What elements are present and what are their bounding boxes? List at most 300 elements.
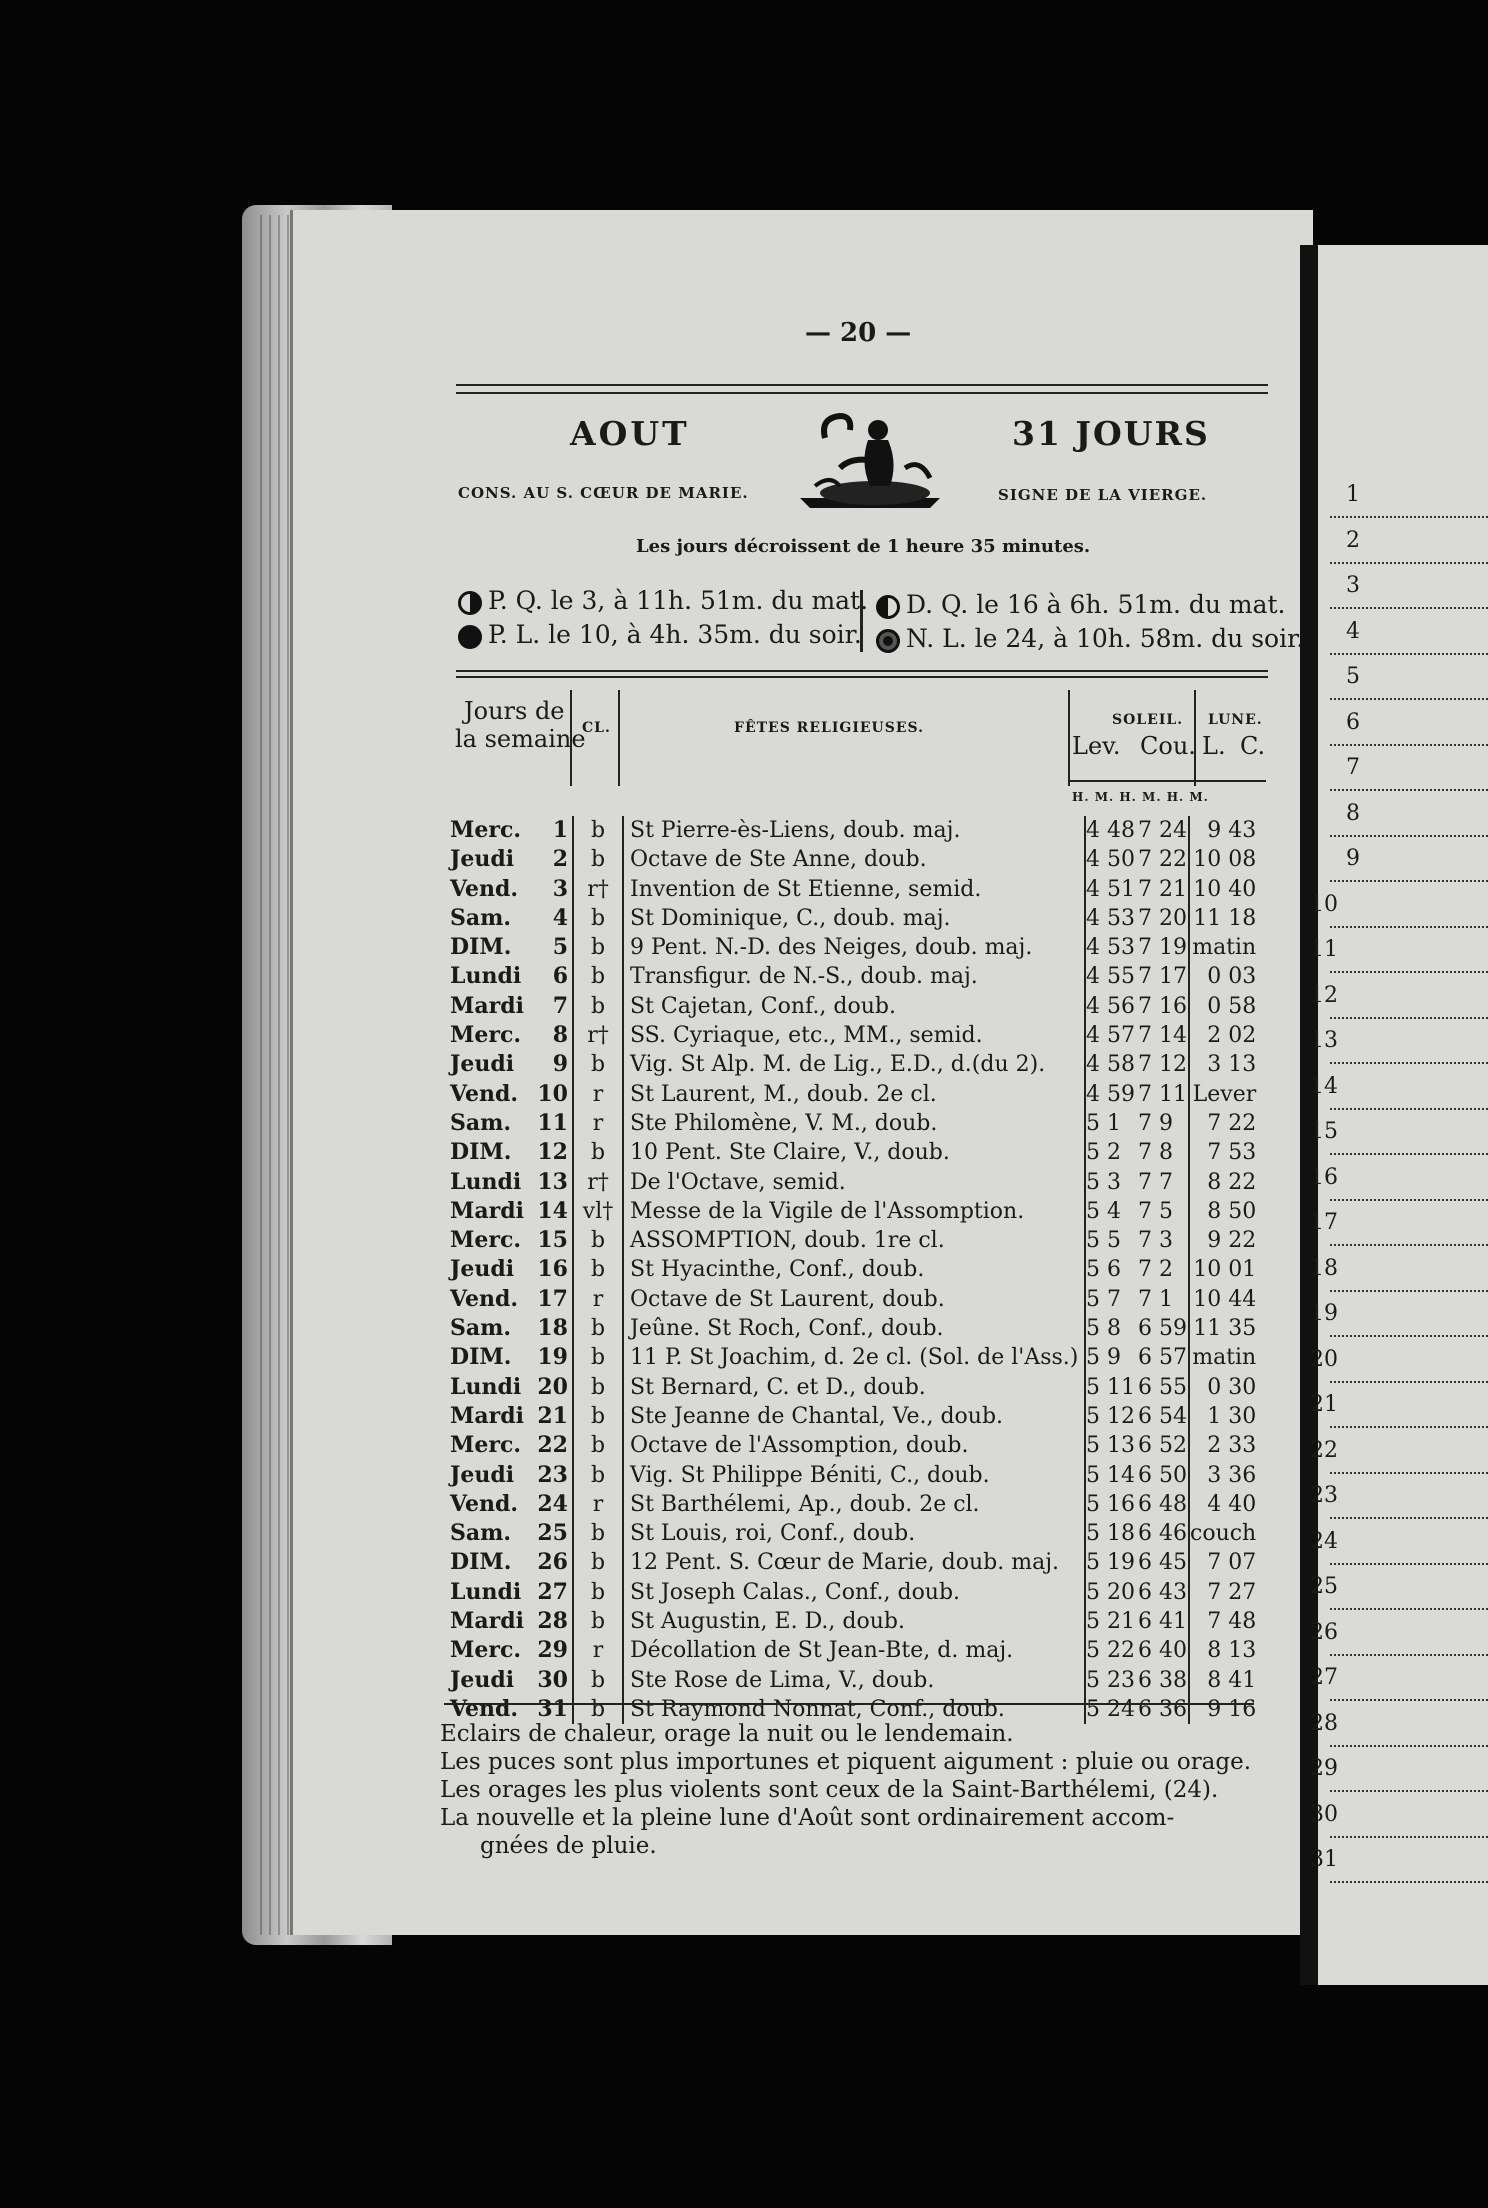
moon-time: 10 08 bbox=[1193, 847, 1257, 873]
sunset: 7 11 bbox=[1138, 1080, 1189, 1109]
feast-name: St Laurent, M., doub. 2e cl. bbox=[623, 1080, 1085, 1109]
moon-time: 7 53 bbox=[1207, 1140, 1257, 1166]
day-number: 10 bbox=[536, 1080, 573, 1109]
facing-page-number: 28 bbox=[1310, 1710, 1338, 1736]
day-number: 12 bbox=[536, 1138, 573, 1167]
sunrise: 5 3 bbox=[1086, 1169, 1121, 1195]
liturgical-color: b bbox=[573, 904, 623, 933]
calendar-row bbox=[450, 1050, 1262, 1079]
sunset: 7 24 bbox=[1138, 816, 1189, 845]
facing-page-number: 11 bbox=[1310, 937, 1338, 962]
liturgical-color: r† bbox=[573, 1168, 623, 1197]
facing-page-number: 21 bbox=[1310, 1392, 1338, 1417]
liturgical-color: b bbox=[573, 1695, 623, 1724]
sunrise: 5 8 bbox=[1086, 1316, 1121, 1342]
feast-name: Octave de Ste Anne, doub. bbox=[623, 845, 1085, 874]
facing-page-dotted-line bbox=[1330, 1654, 1488, 1656]
moon-time: 4 40 bbox=[1207, 1491, 1257, 1517]
top-rule-2 bbox=[456, 392, 1268, 394]
feast-name: Vig. St Philippe Béniti, C., doub. bbox=[623, 1461, 1085, 1490]
sunset: 7 21 bbox=[1138, 875, 1189, 904]
moon-time: 3 13 bbox=[1207, 1052, 1257, 1078]
feast-name: 12 Pent. S. Cœur de Marie, doub. maj. bbox=[623, 1548, 1085, 1577]
day-number: 13 bbox=[536, 1168, 573, 1197]
facing-page-dotted-line bbox=[1330, 1062, 1488, 1064]
sunrise: 4 59 bbox=[1086, 1081, 1135, 1107]
sunset: 7 12 bbox=[1138, 1050, 1189, 1079]
facing-page-dotted-line bbox=[1330, 1381, 1488, 1383]
feast-name: St Louis, roi, Conf., doub. bbox=[623, 1519, 1085, 1548]
day-number: 7 bbox=[536, 992, 573, 1021]
day-number: 8 bbox=[536, 1021, 573, 1050]
header-top-rule-2 bbox=[456, 676, 1268, 678]
calendar-row bbox=[450, 1373, 1262, 1402]
liturgical-color: b bbox=[573, 992, 623, 1021]
calendar-row bbox=[450, 1402, 1262, 1431]
sunrise: 5 22 bbox=[1086, 1638, 1135, 1664]
day-number: 6 bbox=[536, 962, 573, 991]
sunset: 7 16 bbox=[1138, 992, 1189, 1021]
day-name: DIM. bbox=[450, 1549, 512, 1576]
day-number: 21 bbox=[536, 1402, 573, 1431]
moon-time: 0 03 bbox=[1207, 964, 1257, 990]
phase-new-moon bbox=[876, 624, 1304, 653]
day-name: Vend. bbox=[450, 1695, 519, 1722]
facing-page-number: 18 bbox=[1310, 1255, 1338, 1281]
facing-page-number: 5 bbox=[1346, 664, 1360, 689]
liturgical-color: b bbox=[573, 1373, 623, 1402]
day-name: Mardi bbox=[450, 1608, 524, 1635]
header-divider-3 bbox=[1068, 690, 1070, 786]
day-number: 29 bbox=[536, 1636, 573, 1665]
sunset: 6 50 bbox=[1138, 1461, 1189, 1490]
moon-time: matin bbox=[1192, 935, 1257, 961]
day-number: 30 bbox=[536, 1666, 573, 1695]
facing-page-number: 12 bbox=[1310, 982, 1338, 1008]
liturgical-color: b bbox=[573, 1343, 623, 1372]
day-name: Sam. bbox=[450, 1315, 512, 1342]
top-rule bbox=[456, 384, 1268, 386]
days-decrease-note: Les jours décroissent de 1 heure 35 minutes. bbox=[636, 536, 1091, 557]
facing-page-number: 4 bbox=[1346, 618, 1360, 644]
calendar-row bbox=[450, 1461, 1262, 1490]
header-lev: Lev. bbox=[1072, 732, 1121, 760]
liturgical-color: r bbox=[573, 1636, 623, 1665]
moon-time: matin bbox=[1192, 1345, 1257, 1371]
day-name: Jeudi bbox=[450, 1666, 515, 1693]
facing-page-dotted-line bbox=[1330, 1244, 1488, 1246]
sunset: 6 38 bbox=[1138, 1666, 1189, 1695]
sunrise: 5 11 bbox=[1086, 1374, 1135, 1400]
header-top-rule bbox=[456, 670, 1268, 672]
liturgical-color: r† bbox=[573, 1021, 623, 1050]
sunset: 7 22 bbox=[1138, 845, 1189, 874]
header-cl: CL. bbox=[582, 720, 611, 736]
moon-time: Lever bbox=[1192, 1081, 1257, 1107]
facing-page-dotted-line bbox=[1330, 653, 1488, 655]
day-number: 25 bbox=[536, 1519, 573, 1548]
facing-page-dotted-line bbox=[1330, 562, 1488, 564]
calendar-row bbox=[450, 1168, 1262, 1197]
hm-cou: H. M. bbox=[1119, 790, 1162, 804]
calendar-row bbox=[450, 1255, 1262, 1284]
calendar-row bbox=[450, 1285, 1262, 1314]
sunset: 6 36 bbox=[1138, 1695, 1189, 1724]
liturgical-color: r bbox=[573, 1490, 623, 1519]
calendar-row bbox=[450, 1431, 1262, 1460]
header-soleil: SOLEIL. bbox=[1112, 712, 1184, 728]
facing-page-number: 31 bbox=[1310, 1847, 1338, 1872]
header-divider-4 bbox=[1194, 690, 1196, 786]
day-name: Lundi bbox=[450, 1578, 522, 1605]
note-line: Eclairs de chaleur, orage la nuit ou le lendemain. bbox=[440, 1721, 1014, 1747]
facing-page-dotted-line bbox=[1330, 1563, 1488, 1565]
calendar-row bbox=[450, 1314, 1262, 1343]
moon-time: 10 40 bbox=[1193, 876, 1257, 902]
moon-time: 9 22 bbox=[1207, 1228, 1257, 1254]
calendar-row bbox=[450, 992, 1262, 1021]
sunrise: 5 9 bbox=[1086, 1345, 1121, 1371]
moon-time: 10 01 bbox=[1193, 1257, 1257, 1283]
calendar-row bbox=[450, 1636, 1262, 1665]
sunrise: 5 20 bbox=[1086, 1579, 1135, 1605]
facing-page-number: 27 bbox=[1310, 1665, 1338, 1690]
feast-name: Transfigur. de N.-S., doub. maj. bbox=[623, 962, 1085, 991]
sunrise: 5 2 bbox=[1086, 1140, 1121, 1166]
sunrise: 5 14 bbox=[1086, 1462, 1135, 1488]
facing-page-number: 3 bbox=[1346, 573, 1360, 598]
day-number: 17 bbox=[536, 1285, 573, 1314]
consecration-text: CONS. AU S. CŒUR DE MARIE. bbox=[458, 484, 749, 502]
sunset: 6 55 bbox=[1138, 1373, 1189, 1402]
day-name: Lundi bbox=[450, 963, 522, 990]
sunrise: 4 48 bbox=[1086, 818, 1135, 843]
calendar-row bbox=[450, 1607, 1262, 1636]
facing-page-number: 16 bbox=[1310, 1164, 1338, 1190]
note-line: gnées de pluie. bbox=[480, 1833, 657, 1859]
sunrise: 4 57 bbox=[1086, 1023, 1135, 1049]
day-name: Jeudi bbox=[450, 1256, 515, 1283]
facing-page-dotted-line bbox=[1330, 880, 1488, 882]
first-quarter-moon-icon bbox=[458, 591, 482, 615]
moon-time: 0 58 bbox=[1207, 993, 1257, 1019]
facing-page-dotted-line bbox=[1330, 1608, 1488, 1610]
liturgical-color: vl† bbox=[573, 1197, 623, 1226]
sunrise: 4 58 bbox=[1086, 1052, 1135, 1078]
facing-page-number: 19 bbox=[1310, 1301, 1338, 1326]
facing-page-number: 24 bbox=[1310, 1528, 1338, 1554]
feast-name: Octave de l'Assomption, doub. bbox=[623, 1431, 1085, 1460]
liturgical-color: b bbox=[573, 933, 623, 962]
virgo-zodiac-illustration bbox=[790, 408, 950, 518]
moon-time: 3 36 bbox=[1207, 1462, 1257, 1488]
phase-full-moon-text: P. L. le 10, à 4h. 35m. du soir. bbox=[488, 620, 862, 649]
moon-time: 9 43 bbox=[1207, 818, 1257, 843]
day-name: Mardi bbox=[450, 1402, 524, 1429]
day-number: 24 bbox=[536, 1490, 573, 1519]
day-name: Jeudi bbox=[450, 1051, 515, 1078]
sunrise: 4 56 bbox=[1086, 993, 1135, 1019]
feast-name: De l'Octave, semid. bbox=[623, 1168, 1085, 1197]
liturgical-color: b bbox=[573, 1461, 623, 1490]
sunset: 6 52 bbox=[1138, 1431, 1189, 1460]
facing-page-number: 9 bbox=[1346, 846, 1360, 871]
day-number: 3 bbox=[536, 875, 573, 904]
sunset: 6 48 bbox=[1138, 1490, 1189, 1519]
facing-page-dotted-line bbox=[1330, 1335, 1488, 1337]
header-jours-line1: Jours de bbox=[464, 697, 565, 725]
days-count: 31 JOURS bbox=[1012, 414, 1210, 453]
full-moon-icon bbox=[458, 625, 482, 649]
liturgical-color: b bbox=[573, 1138, 623, 1167]
moon-time: 1 30 bbox=[1207, 1403, 1257, 1429]
feast-name: Octave de St Laurent, doub. bbox=[623, 1285, 1085, 1314]
sunrise: 5 1 bbox=[1086, 1110, 1121, 1136]
header-jours-line2: la semaine bbox=[455, 725, 586, 753]
facing-page-dotted-line bbox=[1330, 1745, 1488, 1747]
day-number: 1 bbox=[536, 816, 573, 845]
header-cou: Cou. bbox=[1140, 732, 1196, 760]
facing-page-number: 26 bbox=[1310, 1619, 1338, 1645]
weather-notes bbox=[440, 1720, 1251, 1860]
moon-time: 8 41 bbox=[1207, 1667, 1257, 1693]
feast-name: 10 Pent. Ste Claire, V., doub. bbox=[623, 1138, 1085, 1167]
sunrise: 5 6 bbox=[1086, 1257, 1121, 1283]
sunrise: 5 19 bbox=[1086, 1550, 1135, 1576]
sunrise: 5 5 bbox=[1086, 1228, 1121, 1254]
header-l: L. bbox=[1202, 732, 1226, 760]
day-name: DIM. bbox=[450, 934, 512, 961]
facing-page-number: 29 bbox=[1310, 1756, 1338, 1781]
day-number: 11 bbox=[536, 1109, 573, 1138]
sunrise: 5 23 bbox=[1086, 1667, 1135, 1693]
liturgical-color: r bbox=[573, 1109, 623, 1138]
feast-name: Ste Jeanne de Chantal, Ve., doub. bbox=[623, 1402, 1085, 1431]
sunrise: 5 13 bbox=[1086, 1433, 1135, 1459]
day-number: 26 bbox=[536, 1548, 573, 1577]
feast-name: Messe de la Vigile de l'Assomption. bbox=[623, 1197, 1085, 1226]
calendar-row bbox=[450, 845, 1262, 874]
moon-time: couch bbox=[1190, 1521, 1257, 1547]
facing-page bbox=[1318, 245, 1488, 1985]
zodiac-sign-text: SIGNE DE LA VIERGE. bbox=[998, 486, 1208, 504]
liturgical-color: b bbox=[573, 1255, 623, 1284]
facing-page-number: 30 bbox=[1310, 1801, 1338, 1827]
phase-first-quarter bbox=[458, 586, 868, 615]
facing-page-dotted-line bbox=[1330, 1290, 1488, 1292]
moon-time: 7 07 bbox=[1207, 1550, 1257, 1576]
hm-lune: H. M. bbox=[1166, 790, 1209, 804]
facing-page-dotted-line bbox=[1330, 926, 1488, 928]
calendar-table bbox=[450, 816, 1262, 1724]
liturgical-color: b bbox=[573, 1402, 623, 1431]
day-number: 19 bbox=[536, 1343, 573, 1372]
facing-page-number: 17 bbox=[1310, 1210, 1338, 1235]
facing-page-dotted-line bbox=[1330, 1017, 1488, 1019]
feast-name: Ste Philomène, V. M., doub. bbox=[623, 1109, 1085, 1138]
day-name: Merc. bbox=[450, 1227, 521, 1254]
calendar-row bbox=[450, 816, 1262, 845]
facing-page-dotted-line bbox=[1330, 698, 1488, 700]
feast-name: St Cajetan, Conf., doub. bbox=[623, 992, 1085, 1021]
feast-name: St Barthélemi, Ap., doub. 2e cl. bbox=[623, 1490, 1085, 1519]
calendar-row bbox=[450, 875, 1262, 904]
sunset: 7 9 bbox=[1138, 1109, 1189, 1138]
calendar-row bbox=[450, 1578, 1262, 1607]
facing-page-dotted-line bbox=[1330, 607, 1488, 609]
day-name: Merc. bbox=[450, 1432, 521, 1459]
moon-time: 2 02 bbox=[1207, 1023, 1257, 1049]
day-number: 27 bbox=[536, 1578, 573, 1607]
day-name: Vend. bbox=[450, 1080, 519, 1107]
sunset: 7 2 bbox=[1138, 1255, 1189, 1284]
day-number: 22 bbox=[536, 1431, 573, 1460]
sunset: 6 40 bbox=[1138, 1636, 1189, 1665]
sunrise: 5 7 bbox=[1086, 1286, 1121, 1312]
liturgical-color: b bbox=[573, 1431, 623, 1460]
calendar-row bbox=[450, 1080, 1262, 1109]
facing-page-dotted-line bbox=[1330, 1199, 1488, 1201]
day-number: 2 bbox=[536, 845, 573, 874]
calendar-row bbox=[450, 962, 1262, 991]
feast-name: St Hyacinthe, Conf., doub. bbox=[623, 1255, 1085, 1284]
calendar-row bbox=[450, 933, 1262, 962]
calendar-row bbox=[450, 1109, 1262, 1138]
feast-name: 9 Pent. N.-D. des Neiges, doub. maj. bbox=[623, 933, 1085, 962]
sunset: 6 57 bbox=[1138, 1343, 1189, 1372]
facing-page-dotted-line bbox=[1330, 1881, 1488, 1883]
feast-name: Décollation de St Jean-Bte, d. maj. bbox=[623, 1636, 1085, 1665]
liturgical-color: b bbox=[573, 1050, 623, 1079]
sunrise: 5 24 bbox=[1086, 1696, 1135, 1722]
facing-page-dotted-line bbox=[1330, 835, 1488, 837]
day-number: 20 bbox=[536, 1373, 573, 1402]
day-number: 23 bbox=[536, 1461, 573, 1490]
day-number: 5 bbox=[536, 933, 573, 962]
day-number: 16 bbox=[536, 1255, 573, 1284]
day-number: 4 bbox=[536, 904, 573, 933]
hm-lev: H. M. bbox=[1072, 790, 1115, 804]
feast-name: ASSOMPTION, doub. 1re cl. bbox=[623, 1226, 1085, 1255]
soleil-lune-rule bbox=[1070, 780, 1266, 782]
feast-name: SS. Cyriaque, etc., MM., semid. bbox=[623, 1021, 1085, 1050]
table-bottom-rule bbox=[444, 1703, 1254, 1705]
sunset: 6 41 bbox=[1138, 1607, 1189, 1636]
hour-minute-header bbox=[1072, 790, 1209, 804]
header-fetes: FÊTES RELIGIEUSES. bbox=[734, 720, 925, 736]
facing-page-number: 22 bbox=[1310, 1437, 1338, 1463]
facing-page-number: 1 bbox=[1346, 482, 1360, 507]
moon-time: 10 44 bbox=[1193, 1286, 1257, 1312]
calendar-row bbox=[450, 1226, 1262, 1255]
sunrise: 4 55 bbox=[1086, 964, 1135, 990]
page-number: — 20 — bbox=[805, 318, 912, 348]
day-name: Merc. bbox=[450, 1637, 521, 1664]
moon-time: 8 13 bbox=[1207, 1638, 1257, 1664]
liturgical-color: b bbox=[573, 1578, 623, 1607]
facing-page-dotted-line bbox=[1330, 1517, 1488, 1519]
liturgical-color: b bbox=[573, 1519, 623, 1548]
day-name: Mardi bbox=[450, 1197, 524, 1224]
day-name: Vend. bbox=[450, 1490, 519, 1517]
sunset: 7 14 bbox=[1138, 1021, 1189, 1050]
sunset: 7 19 bbox=[1138, 933, 1189, 962]
last-quarter-moon-icon bbox=[876, 595, 900, 619]
facing-page-number: 25 bbox=[1310, 1574, 1338, 1599]
day-number: 31 bbox=[536, 1695, 573, 1724]
sunrise: 5 21 bbox=[1086, 1609, 1135, 1635]
phase-new-moon-text: N. L. le 24, à 10h. 58m. du soir. bbox=[906, 624, 1305, 653]
day-number: 18 bbox=[536, 1314, 573, 1343]
note-line: Les orages les plus violents sont ceux de la Saint-Barthélemi, (24). bbox=[440, 1777, 1219, 1803]
moon-time: 11 18 bbox=[1193, 905, 1257, 931]
facing-page-number: 7 bbox=[1346, 755, 1360, 780]
sunrise: 5 12 bbox=[1086, 1403, 1135, 1429]
feast-name: St Dominique, C., doub. maj. bbox=[623, 904, 1085, 933]
calendar-row bbox=[450, 1197, 1262, 1226]
sunrise: 4 53 bbox=[1086, 905, 1135, 931]
phase-last-quarter bbox=[876, 590, 1286, 619]
calendar-row bbox=[450, 1343, 1262, 1372]
feast-name: Vig. St Alp. M. de Lig., E.D., d.(du 2). bbox=[623, 1050, 1085, 1079]
moon-time: 7 48 bbox=[1207, 1609, 1257, 1635]
feast-name: St Raymond Nonnat, Conf., doub. bbox=[623, 1695, 1085, 1724]
header-divider-1 bbox=[570, 690, 572, 786]
facing-page-dotted-line bbox=[1330, 971, 1488, 973]
facing-page-number: 6 bbox=[1346, 709, 1360, 735]
sunset: 6 43 bbox=[1138, 1578, 1189, 1607]
facing-page-dotted-line bbox=[1330, 789, 1488, 791]
note-line: La nouvelle et la pleine lune d'Août sont ordinairement accom- bbox=[440, 1805, 1175, 1831]
facing-page-dotted-line bbox=[1330, 1426, 1488, 1428]
calendar-row bbox=[450, 1548, 1262, 1577]
facing-page-dotted-line bbox=[1330, 1699, 1488, 1701]
calendar-row bbox=[450, 1666, 1262, 1695]
sunset: 7 20 bbox=[1138, 904, 1189, 933]
facing-page-dotted-line bbox=[1330, 1790, 1488, 1792]
feast-name: Ste Rose de Lima, V., doub. bbox=[623, 1666, 1085, 1695]
day-name: Sam. bbox=[450, 904, 512, 931]
day-name: Lundi bbox=[450, 1373, 522, 1400]
calendar-row bbox=[450, 1519, 1262, 1548]
sunset: 6 45 bbox=[1138, 1548, 1189, 1577]
feast-name: St Joseph Calas., Conf., doub. bbox=[623, 1578, 1085, 1607]
day-name: Merc. bbox=[450, 1022, 521, 1049]
day-name: Sam. bbox=[450, 1109, 512, 1136]
calendar-row bbox=[450, 904, 1262, 933]
day-number: 14 bbox=[536, 1197, 573, 1226]
day-number: 28 bbox=[536, 1607, 573, 1636]
facing-page-dotted-line bbox=[1330, 516, 1488, 518]
day-name: Vend. bbox=[450, 1285, 519, 1312]
liturgical-color: b bbox=[573, 1607, 623, 1636]
feast-name: Jeûne. St Roch, Conf., doub. bbox=[623, 1314, 1085, 1343]
day-name: Vend. bbox=[450, 875, 519, 902]
day-name: Sam. bbox=[450, 1520, 512, 1547]
feast-name: St Pierre-ès-Liens, doub. maj. bbox=[623, 816, 1085, 845]
moon-time: 8 50 bbox=[1207, 1198, 1257, 1224]
liturgical-color: r bbox=[573, 1285, 623, 1314]
day-name: Jeudi bbox=[450, 846, 515, 873]
facing-page-number: 2 bbox=[1346, 527, 1360, 553]
header-c: C. bbox=[1240, 732, 1266, 760]
feast-name: 11 P. St Joachim, d. 2e cl. (Sol. de l'Ass.) bbox=[623, 1343, 1085, 1372]
day-name: DIM. bbox=[450, 1139, 512, 1166]
calendar-row bbox=[450, 1138, 1262, 1167]
liturgical-color: b bbox=[573, 1548, 623, 1577]
day-number: 15 bbox=[536, 1226, 573, 1255]
day-name: Jeudi bbox=[450, 1461, 515, 1488]
